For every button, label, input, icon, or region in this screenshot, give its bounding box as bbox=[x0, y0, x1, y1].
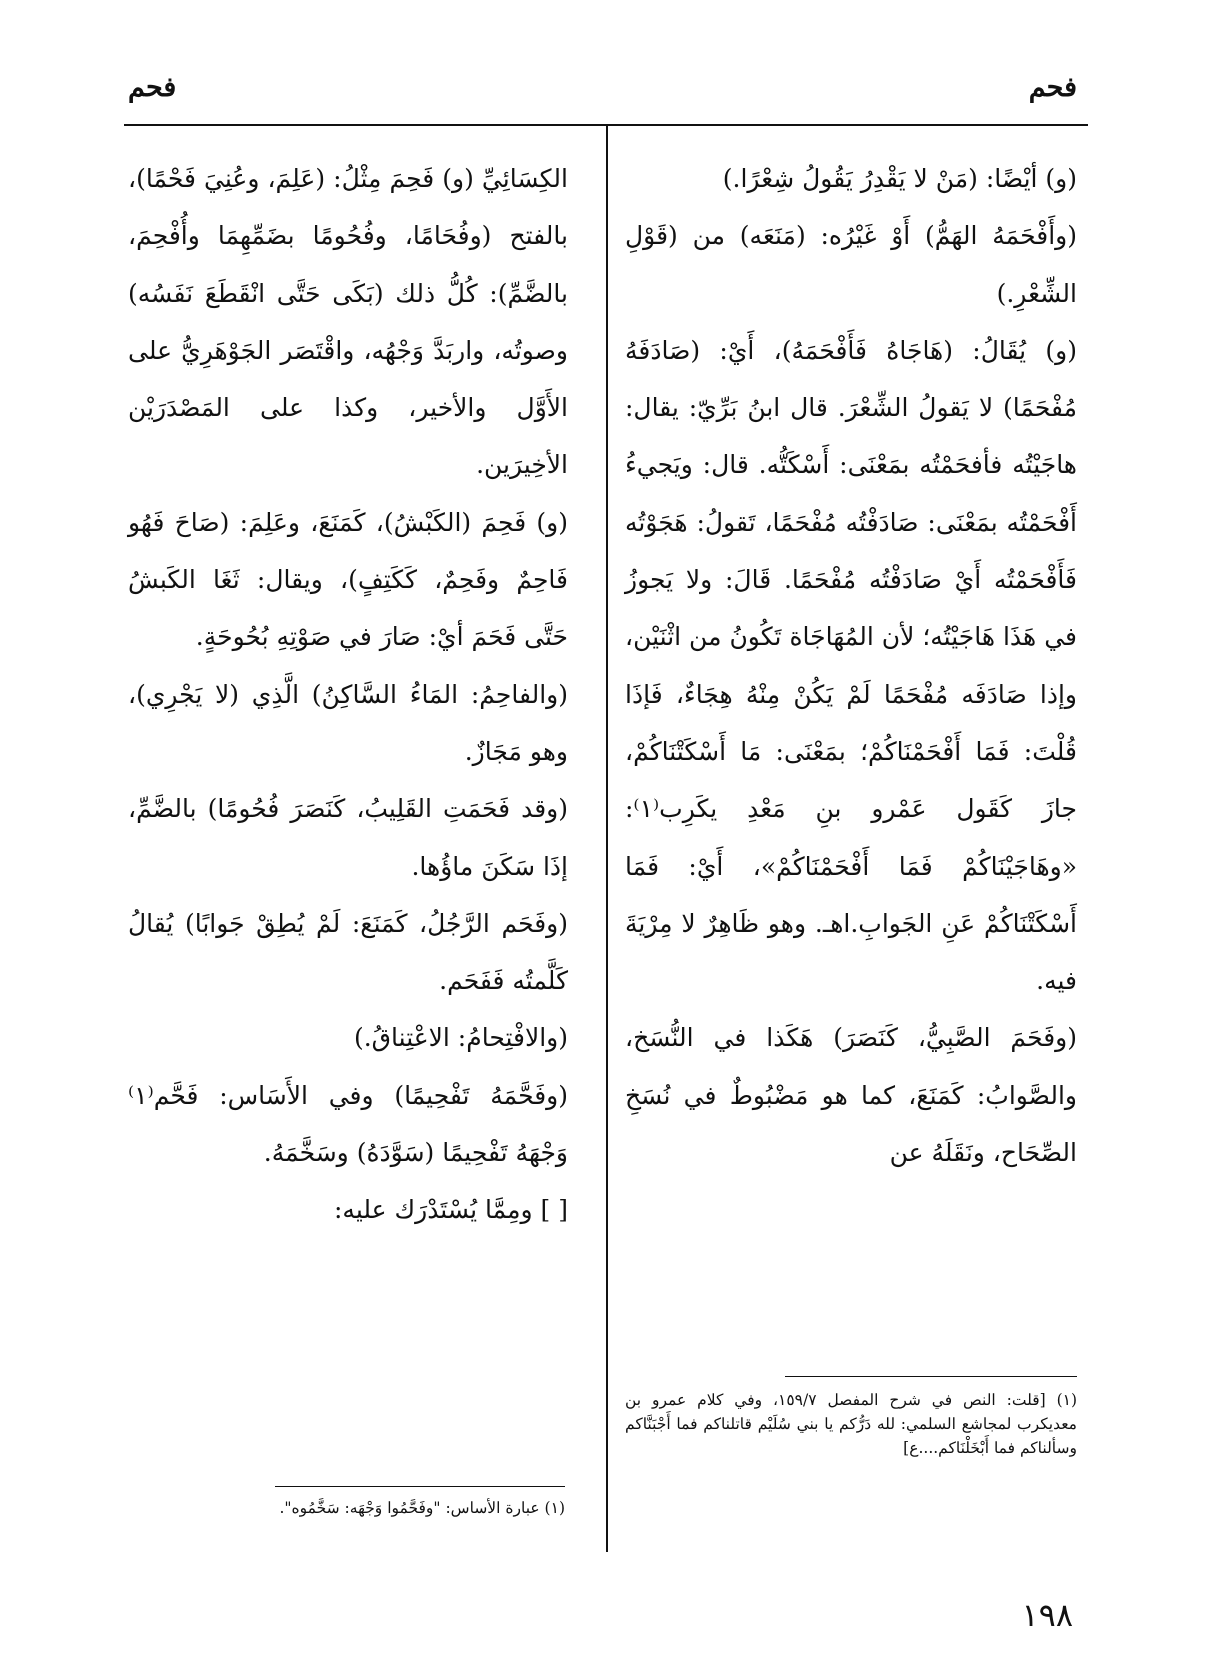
left-paragraph-4: (وقد فَحَمَتِ القَلِيبُ، كَنَصَرَ فُحُومًا) بالضَّمِّ، إذَا سَكَنَ ماؤُها. bbox=[128, 794, 568, 881]
left-paragraph-5: (وفَحَم الرَّجُلُ، كَمَنَعَ: لَمْ يُطِقْ جَوابًا) يُقالُ كَلَّمتُه فَفَحَم. bbox=[128, 908, 568, 996]
left-column bbox=[128, 150, 568, 1239]
footnote-rule-left bbox=[275, 1486, 565, 1487]
page-number: ١٩٨ bbox=[1021, 1596, 1073, 1634]
right-column bbox=[625, 150, 1077, 1181]
right-paragraph-4: (وفَحَمَ الصَّبِيُّ، كَنَصَرَ) هَكَذا في النُّسَخ، والصَّوابُ: كَمَنَعَ، كما هو مَضْبُوطٌ في نُسَخِ الصِّحَاح، ونَقَلَهُ عن bbox=[625, 1023, 1077, 1168]
header-word-left: فحم bbox=[128, 72, 177, 103]
left-paragraph-7: (وفَحَّمَهُ تَفْحِيمًا) وفي الأَسَاس: فَحَّم⁽١⁾ وَجْهَهُ تَفْحِيمًا (سَوَّدَهُ) وسَخَّمَهُ. bbox=[128, 1080, 568, 1168]
left-paragraph-6: (والافْتِحامُ: الاعْتِناقُ.) bbox=[353, 1023, 568, 1053]
column-divider bbox=[606, 126, 608, 1552]
right-paragraph-3: (و) يُقَالُ: (هَاجَاهُ فَأَفْحَمَهُ)، أَيْ: (صَادَفَهُ مُفْحَمًا) لا يَقولُ الشِّعْرَ. قال ابنُ بَرِّيّ: يقال: هاجَيْتُه فأفحَمْتُه بمَعْنَى: أَسْكَتُّه. قال: ويَجيءُ أَفْحَمْتُه بمَعْنَى: صَادَفْتُه مُفْحَمًا، تَقولُ: هَجَوْتُه فَأَفْحَمْتُه أَيْ صَادَفْتُه مُفْحَمًا. قَالَ: ولا يَجوزُ في هَذَا هَاجَيْتُه؛ لأن المُهَاجَاة تَكُونُ من اثْنَيْن، وإذا صَادَفَه مُفْحَمًا لَمْ يَكُنْ مِنْهُ هِجَاءٌ، فَإذَا قُلْتَ: فَمَا أَفْحَمْنَاكُمْ؛ بمَعْنَى: مَا أَسْكَتْنَاكُمْ، جازَ كَقَول عَمْرو بنِ مَعْدِ يكَرِب⁽١⁾: «وهَاجَيْنَاكُمْ فَمَا أَفْحَمْنَاكُمْ»، أَيْ: فَمَا أَسْكَتْنَاكُمْ عَنِ الجَوابِ.اهـ. وهو ظَاهِرٌ لا مِرْيَةَ فيه. bbox=[625, 335, 1077, 996]
right-paragraph-1: (و) أيْضًا: (مَنْ لا يَقْدِرُ يَقُولُ شِعْرًا.) bbox=[722, 164, 1077, 193]
header-word-right: فحم bbox=[1028, 72, 1077, 103]
left-paragraph-1: الكِسَائِيِّ (و) فَحِمَ مِثْلُ: (عَلِمَ، وعُنِيَ فَحْمًا)، بالفتح (وفُحَامًا، وفُحُومًا بضَمِّهِمَا وأُفْحِمَ، بالضَّمِّ): كُلُّ ذلك (بَكَى حَتَّى انْقَطَعَ نَفَسُه) وصوتُه، واربَدَّ وَجْهُه، واقْتَصَر الجَوْهَرِيُّ على الأَوَّل والأخير، وكذا على المَصْدَرَيْن الأخِيرَين. bbox=[128, 164, 568, 480]
footnote-right: (١) [قلت: النص في شرح المفصل ١٥٩/٧، وفي كلام عمرو بن معديكرب لمجاشع السلمي: لله دَرُّكم يا بني سُلَيْم قاتلناكم فما أَجْبَنَّاكم وسألناكم فما أَبْخَلْنَاكم....ع] bbox=[625, 1391, 1078, 1457]
footnote-left: (١) عبارة الأساس: "وفَحَّمُوا وَجْهَه: سَخَّمُوه". bbox=[279, 1499, 565, 1517]
right-paragraph-2: (وأَفْحَمَهُ الهَمُّ) أَوْ غَيْرُه: (مَنَعَه) من (قَوْلِ الشِّعْرِ.) bbox=[625, 221, 1077, 308]
footnote-rule-right bbox=[785, 1376, 1077, 1377]
left-paragraph-3: (والفاحِمُ: المَاءُ السَّاكِنُ) الَّذِي (لا يَجْرِي)، وهو مَجَازٌ. bbox=[128, 679, 568, 766]
left-paragraph-8: [ ] ومِمَّا يُسْتَدْرَك عليه: bbox=[334, 1195, 568, 1225]
left-paragraph-2: (و) فَحِمَ (الكَبْشُ)، كَمَنَعَ، وعَلِمَ: (صَاحَ فَهُو فَاحِمٌ وفَحِمٌ، كَكَتِفٍ)، ويقال: ثَغَا الكَبشُ حَتَّى فَحَمَ أيْ: صَارَ في صَوْتِهِ بُحُوحَةٍ. bbox=[128, 507, 568, 652]
